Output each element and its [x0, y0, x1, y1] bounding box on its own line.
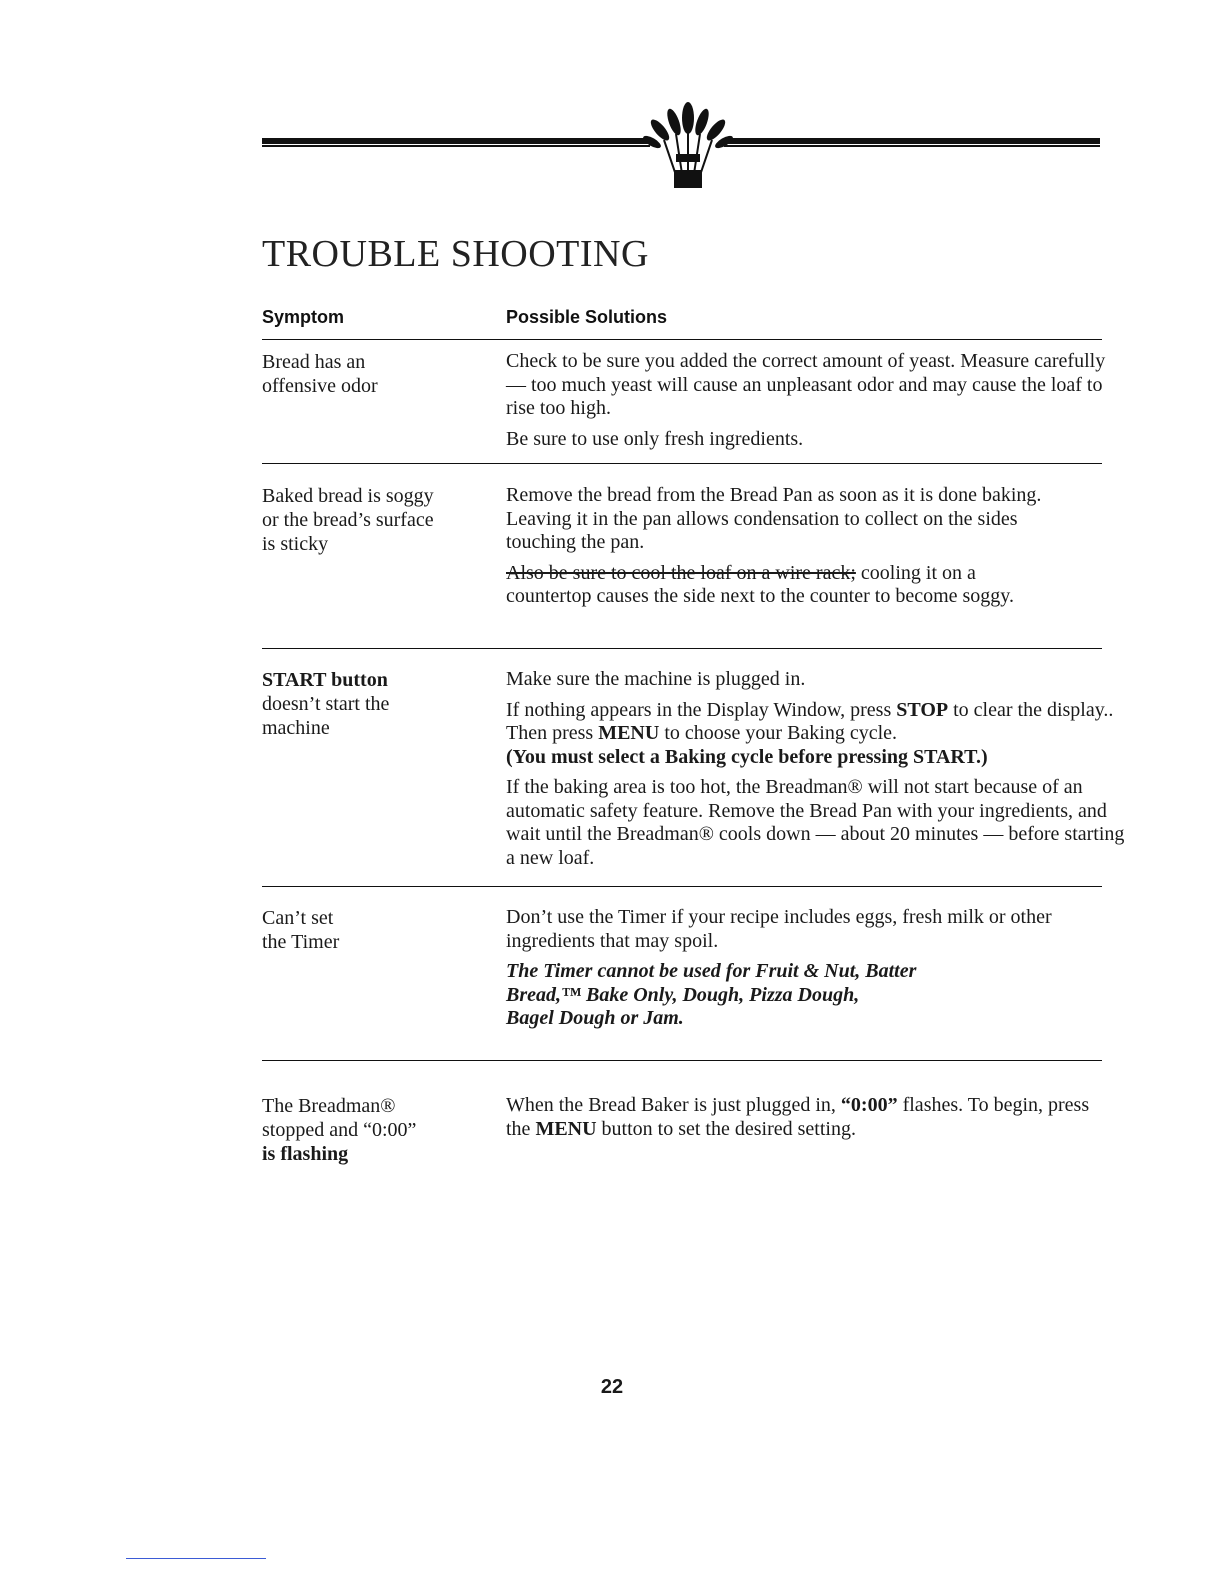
symptom-soggy: Baked bread is soggy or the bread’s surface is sticky — [262, 485, 434, 555]
symptom-column-header: Symptom — [262, 307, 345, 327]
timer-note: The Timer cannot be used for Fruit & Nut, Batter Bread,™ Bake Only, Dough, Pizza Dough, Bagel Dough or Jam. — [506, 960, 917, 1029]
corner-mark — [126, 1558, 266, 1559]
page-title: TROUBLE SHOOTING — [262, 233, 649, 275]
row-divider — [262, 886, 1102, 887]
symptom-odor: Bread has an offensive odor — [262, 351, 378, 397]
solution-flashing: When the Bread Baker is just plugged in, “0:00” flashes. To begin, press the MENU button to set the desired setting. — [506, 1094, 1090, 1140]
row-divider — [262, 648, 1102, 649]
solution-soggy: Remove the bread from the Bread Pan as soon as it is done baking. Leaving it in the pan allows condensation to collect on the sides touching the pan. Also be sure to cool the loaf on a wire rack; cooling it on a countertop causes the side next to the counter to become soggy. — [506, 484, 1042, 607]
wheat-sheaf-icon — [640, 92, 736, 192]
row-divider — [262, 1060, 1102, 1061]
row-divider — [262, 463, 1102, 464]
solutions-column-header: Possible Solutions — [506, 307, 668, 327]
header-divider — [262, 339, 1102, 340]
solution-start: Make sure the machine is plugged in. If nothing appears in the Display Window, press STOP to clear the display.. Then press MENU to choose your Baking cycle. (You must select a Baking cycle before pressing START.) If the baking area is too hot, the Breadman® will not start because of an automatic safety feature. Remove the Bread Pan with your ingredients, and wait until the Breadman® cools down — about 20 minutes — before starting a new loaf. — [506, 668, 1125, 869]
symptom-timer: Can’t set the Timer — [262, 907, 340, 953]
symptom-start: START button doesn’t start the machine — [262, 669, 390, 739]
solution-odor: Check to be sure you added the correct amount of yeast. Measure carefully — too much yeast will cause an unpleasant odor and may cause the loaf to rise too high. Be sure to use only fresh ingredients. — [506, 350, 1106, 450]
symptom-flashing: The Breadman® stopped and “0:00” is flashing — [262, 1095, 417, 1165]
page-number: 22 — [600, 1376, 624, 1398]
solution-timer: Don’t use the Timer if your recipe includes eggs, fresh milk or other ingredients that may spoil. The Timer cannot be used for Fruit & Nut, Batter Bread,™ Bake Only, Dough, Pizza Dough, Bagel Dough or Jam. — [506, 906, 1106, 1031]
